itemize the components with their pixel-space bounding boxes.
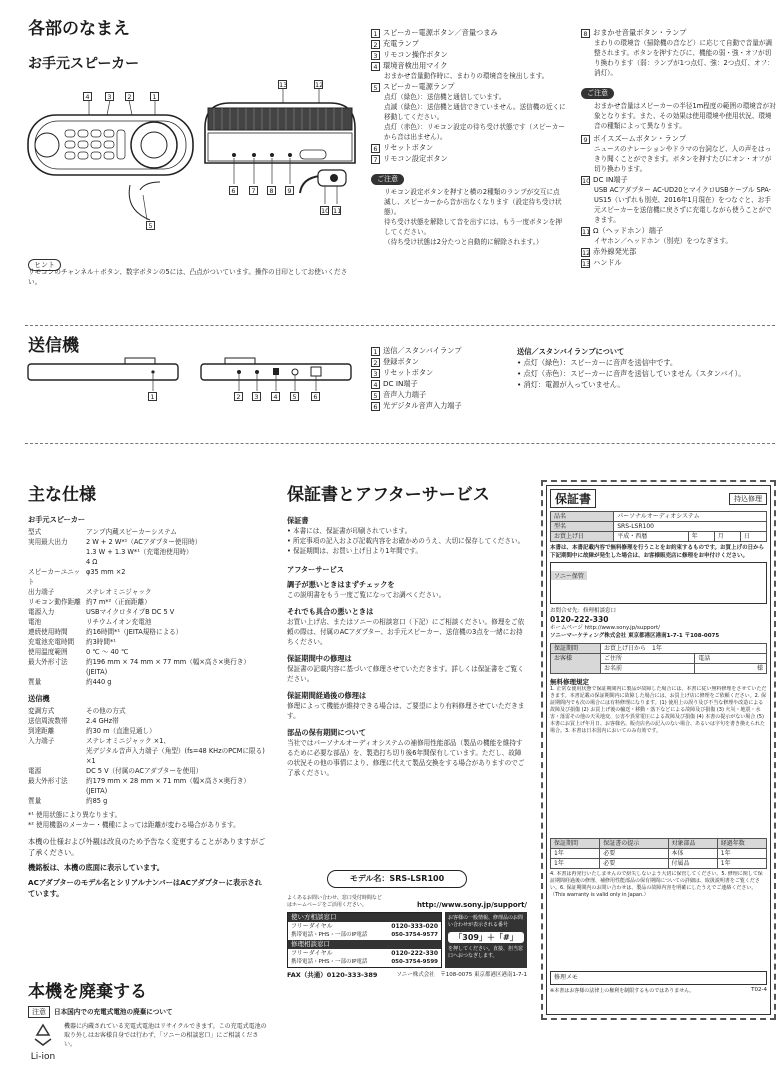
spec-key: 質量: [28, 678, 42, 686]
spec-key: 入力端子: [28, 737, 55, 745]
part-label: DC IN端子: [383, 379, 418, 388]
warranty-card-border: [541, 480, 776, 1020]
part-label: リモコン操作ボタン: [383, 50, 448, 59]
terms-table-cell: 必要: [600, 849, 668, 859]
section-title-parts: 各部のなまえ: [28, 19, 130, 39]
period-label: 保証期間: [551, 644, 601, 654]
part-label: 充電ランプ: [383, 39, 419, 48]
speaker-top-svg: [25, 90, 200, 235]
spec-row: [28, 776, 268, 796]
a2: お買い上げ店、またはソニーの相談窓口（下記）にご相談ください。修理をご依頼の際は、付属のACアダプター、お手元スピーカー、送信機の3点を一緒にお持ちください。: [287, 618, 525, 646]
card-contact-num: 0120-222-330: [550, 615, 609, 624]
part-label: リモコン設定ボタン: [383, 154, 448, 163]
callout-2: 2: [125, 92, 134, 101]
repair-memo: 修理メモ: [550, 971, 767, 985]
note-text-2: おまかせ音量はスピーカーの半径1m程度の範囲の環境音が対象となります。また、その効果は使用環境や使用状況、環境音の種類によって異なります。: [594, 102, 776, 130]
transmitter-illustration: [25, 355, 370, 405]
part-number: 7: [371, 155, 380, 164]
specs-speaker-title: お手元スピーカー: [28, 515, 86, 524]
spec-row: [28, 677, 268, 687]
part-label: スピーカー電源ランプ: [383, 82, 455, 91]
spec-row: [28, 607, 268, 617]
part-number: 9: [581, 135, 590, 144]
transmitter-parts: [371, 345, 511, 411]
spec-value: 約179 mm × 28 mm × 71 mm（幅×高さ×奥行き）(JEITA): [86, 777, 251, 795]
c1-free-row: フリーダイヤル 0120-333-020: [291, 923, 438, 930]
sony-box: [550, 562, 767, 604]
part-label: 環境音検出用マイク: [383, 61, 448, 70]
spec-row: [28, 597, 268, 607]
spec-row: [28, 796, 268, 806]
product-table: [550, 511, 767, 542]
callout-13: 13: [279, 81, 288, 89]
name-label[interactable]: お名前: [601, 664, 695, 674]
callout-1: 1: [150, 92, 159, 101]
model-value: SRS-LSR100: [614, 522, 767, 532]
terms-table: [550, 838, 767, 869]
callout-6: 6: [229, 186, 238, 195]
speaker-subtitle: お手元スピーカー: [28, 56, 140, 72]
part-label: 登録ボタン: [383, 357, 419, 366]
q5: 部品の保有期間について: [287, 728, 366, 737]
spec-row: [28, 716, 268, 726]
specs-block: [28, 514, 268, 903]
spec-row: [28, 587, 268, 597]
callout-8: 8: [267, 186, 276, 195]
spec-row: [28, 647, 268, 657]
spec-key: 電源入力: [28, 608, 55, 616]
part-desc: イヤホン／ヘッドホン（別売）をつなぎます。: [594, 237, 732, 245]
disposal-head: 日本国内での充電式電池の廃棄について: [54, 1008, 173, 1016]
hint-text: リモコンのチャンネル＋ボタン、数字ボタンの5には、凸点がついています。操作の目印としてお使いください。: [28, 268, 348, 286]
transmitter-lamp-info: [517, 346, 777, 390]
spec-row: [28, 567, 268, 587]
part-item: [371, 27, 566, 38]
terms-text: 1. 正常な使用状態で保証期間内に製品が故障した場合には、本書に従い無料修理をさせていただきます。本書記載の保証期間内に故障した場合には、お買上げ店に修理をご依頼ください。2. 保証期間内でも次の場合には有料修理になります。(1) 使用上の誤り及び不当な修理や改造による故障及び損傷 (2) お買上げ後の輸送・移動・落下などによる故障及び損傷 (3) 火災・地震・水害・落雷その他の天災地変、公害や異常電圧による故障及び損傷 (4) 本書の提示がない場合 (5) 本書にお買上げ年月日、お客様名、販売店名の記入のない場合、あるいは字句を書き換えられた場合。3. 本書は日本国内においてのみ有効です。: [550, 686, 767, 734]
url-note: よくあるお問い合わせ、窓口受付時間などはホームページをご活用ください。: [287, 895, 382, 908]
card-contact-label: お問合せ先：修理相談窓口: [550, 608, 617, 614]
part-label: ハンドル: [593, 258, 622, 267]
card-stamp: 持込修理: [729, 493, 767, 505]
part-label: Ω（ヘッドホン）端子: [593, 226, 664, 235]
contact-block: [287, 895, 527, 979]
part-desc: USB ACアダプター AC-UD20とマイクロUSBケーブル SPA-US15（いずれも別売、2016年1月現在）をつなぐと、お手元スピーカーを送信機に戻さずに充電しながら使うことができます。: [594, 186, 772, 224]
callout-5: 5: [146, 221, 155, 230]
a5: 当社ではパーソナルオーディオシステムの補修用性能部品（製品の機能を維持するために必要な部品）を、製造打ち切り後6年間保有しています。ただし、故障の状況その他の事情により、修理に代えて製品交換をする場合がありますのでご了承ください。: [287, 739, 525, 777]
part-item: [581, 246, 776, 257]
spec-key: 最大外形寸法: [28, 777, 68, 785]
spec-value: リチウムイオン充電池: [86, 618, 152, 626]
tx-callout-1: 1: [148, 392, 157, 401]
part-item: [371, 153, 566, 164]
divider-2: [25, 443, 775, 444]
parts-list-2: [581, 27, 776, 268]
spec-key: 実用最大出力: [28, 538, 68, 546]
part-desc: ニュースのナレーションやドラマの台詞など、人の声をはっきり聞くことができます。ボタンを押すたびにオン・オフが切り換わります。: [594, 145, 772, 173]
terms-table-cell: 対象部品: [668, 839, 717, 849]
c1-mobile-row: 携帯電話・PHS・一部のIP電話 050-3754-9577: [291, 932, 438, 938]
date-era[interactable]: 平成・西暦: [614, 532, 688, 542]
spec-key: 連続使用時間: [28, 628, 68, 636]
part-label: 光デジタル音声入力端子: [383, 401, 462, 410]
a1: この説明書をもう一度ご覧になってお調べください。: [287, 591, 446, 599]
spec-row: [28, 706, 268, 716]
part-number: 4: [371, 380, 380, 389]
lamp-item: • 消灯：電源が入っていません。: [517, 380, 625, 389]
spec-value: 約30 m（直進見通し）: [86, 727, 156, 735]
address-label[interactable]: ご住所: [601, 654, 695, 664]
part-item: [581, 257, 776, 268]
note-tag-1: ご注意: [371, 174, 404, 185]
part-item: [581, 133, 776, 144]
part-item: [371, 389, 511, 400]
q4: 保証期間経過後の修理は: [287, 691, 367, 700]
sony-box-label: ソニー保管: [551, 571, 587, 580]
spec-value: USBマイクロタイプB DC 5 V: [86, 608, 175, 616]
fax: FAX（共通）0120-333-389: [287, 971, 378, 979]
spec-key: 充電池充電時間: [28, 638, 75, 646]
liion-label: Li-ion: [30, 1052, 56, 1062]
spec-row: [28, 736, 268, 766]
part-item: [371, 142, 566, 153]
disposal-title: 本機を廃棄する: [28, 982, 147, 1002]
spec-value: その他の方式: [86, 707, 126, 715]
spec-value: ステレオミニジャック: [86, 588, 152, 596]
part-number: 1: [371, 29, 380, 38]
parts-list-1: [371, 27, 566, 247]
part-label: 送信／スタンバイランプ: [383, 346, 462, 355]
customer-label: お客様: [551, 654, 601, 674]
a4: 修理によって機能が維持できる場合は、ご要望により有料修理させていただきます。: [287, 702, 525, 720]
terms-table-cell: 本体: [668, 849, 717, 859]
after-service-title: アフターサービス: [287, 565, 344, 574]
terms-table-cell: 必要: [600, 859, 668, 869]
terms-table-cell: 1年: [717, 849, 766, 859]
spec-row: [28, 657, 268, 677]
c1-title: 使い方相談窓口: [288, 913, 441, 922]
spec-row: [28, 527, 268, 537]
part-number: 8: [581, 29, 590, 38]
spec-row: [28, 766, 268, 776]
part-desc: まわりの環境音（掃除機の音など）に応じて自動で音量が調整されます。ボタンを押すたびに、機能の弱・強・オフが切り換わります（弱：ランプが1つ点灯、強：2つ点灯、オフ：消灯）。: [594, 39, 774, 77]
speaker-top-illustration: [25, 90, 200, 235]
spec-note: 本機の仕様および外観は改良のため予告なく変更することがありますがご了承ください。: [28, 837, 266, 857]
card-intro: 本書は、本書記載内容で無料修理を行うことをお約束するものです。お買上げの日から下記期間中に故障が発生した場合は、お客様販売店に修理をお申付けください。: [550, 545, 765, 559]
part-item: [371, 378, 511, 389]
side-note: お客様の一般情報、修理品のお問い合わせが表示される番号: [448, 915, 524, 928]
part-item: [371, 81, 566, 92]
disposal-block: [28, 1006, 268, 1062]
part-number: 6: [371, 402, 380, 411]
part-number: 6: [371, 144, 380, 153]
date-day[interactable]: 日: [740, 532, 766, 542]
part-item: [371, 60, 566, 71]
spec-row: [28, 637, 268, 647]
q2: それでも具合の悪いときは: [287, 607, 374, 616]
part-number: 5: [371, 83, 380, 92]
spec-key: 送信周波数帯: [28, 717, 68, 725]
speaker-side-illustration: [200, 78, 360, 223]
disposal-tag: 注意: [28, 1006, 50, 1018]
terms-table-cell: 1年: [717, 859, 766, 869]
terms-text-2: 4. 本書は再発行いたしませんので紛失しないよう大切に保管してください。5. 修理に関して保証期間経過後の修理、補修用性能部品の保有期間についての詳細は、取扱説明書をご覧ください。6. 保証期間内のお問い合わせは、製品の故障内容を明確にしたうえでご連絡ください。（This warranty is valid only in Japan.）: [550, 871, 763, 898]
part-item: [371, 356, 511, 367]
c1-free-number: 0120-333-020: [391, 923, 438, 930]
part-label: リセットボタン: [383, 143, 434, 152]
part-item: [371, 367, 511, 378]
spec-note: 機銘板は、本機の底面に表示しています。: [28, 863, 164, 872]
tx-callout-5: 5: [290, 392, 299, 401]
q3: 保証期間中の修理は: [287, 654, 352, 663]
terms-title: 無料修理規定: [550, 678, 589, 686]
warranty-item: • 本書には、保証書が印刷されています。: [287, 527, 412, 535]
part-number: 12: [582, 248, 591, 257]
terms-table-row: [551, 859, 767, 869]
lamp-item: • 点灯（赤色）：スピーカーに音声を送信していません（スタンバイ）。: [517, 369, 746, 378]
hint-label: ヒント: [28, 252, 61, 271]
tx-callout-6: 6: [311, 392, 320, 401]
c2-title: 修理相談窓口: [288, 940, 441, 949]
c2-mobile-number: 050-3754-9599: [391, 959, 438, 965]
direct-dial-box: [445, 912, 527, 968]
warranty-item: • 所定事項の記入および記載内容をお確かめのうえ、大切に保存してください。: [287, 537, 525, 545]
note-tag-2: ご注意: [581, 88, 614, 99]
spec-row: [28, 537, 268, 567]
callout-9: 9: [285, 186, 294, 195]
spec-value: ステレオミニジャック ×1、 光デジタル音声入力端子（角型）(fs=48 KHzのPCMに限る) ×1: [86, 737, 265, 765]
spec-note: ACアダプターのモデル名とシリアルナンバーはACアダプターに表示されています。: [28, 878, 262, 898]
card-footer: ※本書はお客様の法律上の権利を制限するものではありません。: [550, 988, 695, 994]
period-table: [550, 643, 767, 674]
tx-callout-4: 4: [271, 392, 280, 401]
spec-value: 約7 m*²（正面距離）: [86, 598, 151, 606]
part-label: スピーカー電源ボタン／音量つまみ: [383, 28, 498, 37]
spec-key: 最大外形寸法: [28, 658, 68, 666]
callout-3: 3: [105, 92, 114, 101]
part-label: おまかせ音量ボタン・ランプ: [593, 28, 687, 37]
spec-key: 到達距離: [28, 727, 55, 735]
disposal-text: 機器に内蔵されている充電式電池はリサイクルできます。この充電式電池の取り外しはお客様自身では行わず、「ソニーの相談窓口」にご相談ください。: [64, 1023, 267, 1048]
spec-value: φ35 mm ×2: [86, 568, 126, 576]
date-label: お買上げ日: [551, 532, 614, 542]
spec-value: 約196 mm × 74 mm × 77 mm（幅×高さ×奥行き）(JEITA): [86, 658, 251, 676]
spec-value: 2.4 GHz帯: [86, 717, 119, 725]
part-number: 2: [371, 40, 380, 49]
speaker-side-svg: [200, 78, 360, 223]
spec-key: 変調方式: [28, 707, 55, 715]
warranty-s1-title: 保証書: [287, 516, 309, 525]
part-item: [371, 400, 511, 411]
c1-mobile-number: 050-3754-9577: [391, 932, 438, 938]
c2-free-row: フリーダイヤル 0120-222-330: [291, 950, 438, 957]
part-number: 3: [371, 51, 380, 60]
spec-key: 出力端子: [28, 588, 55, 596]
warranty-item: • 保証期間は、お買い上げ日より1年間です。: [287, 547, 422, 555]
date-month[interactable]: 月: [714, 532, 740, 542]
terms-table-cell: 付属品: [668, 859, 717, 869]
spec-value: 約85 g: [86, 797, 108, 805]
company: ソニー株式会社 〒108-0075 東京都港区港南1-7-1: [396, 972, 527, 978]
terms-table-cell: 1年: [551, 849, 600, 859]
spec-value: 約3時間*¹: [86, 638, 116, 646]
spec-value: 2 W + 2 W*¹（ACアダプター使用時） 1.3 W + 1.3 W*¹（充電池使用時） 4 Ω: [86, 538, 202, 566]
warranty-card: [546, 485, 771, 1015]
callout-4: 4: [83, 92, 92, 101]
part-item: [581, 27, 776, 38]
spec-key: 電池: [28, 618, 42, 626]
model-label-cell: 型名: [551, 522, 614, 532]
part-item: [581, 225, 776, 236]
warranty-title: 保証書とアフターサービス: [287, 485, 490, 505]
part-item: [581, 174, 776, 185]
spec-key: スピーカーユニット: [28, 568, 81, 586]
footnote: *¹ 使用状態により異なります。: [28, 811, 122, 819]
terms-table-cell: 保証書の提示: [600, 839, 668, 849]
callout-12: 12: [315, 81, 324, 89]
spec-key: リモコン動作距離: [28, 598, 81, 606]
spec-value: DC 5 V（付属のACアダプターを使用）: [86, 767, 203, 775]
q1: 調子が悪いときはまずチェックを: [287, 580, 395, 589]
card-title: 保証書: [550, 489, 596, 508]
callout-10: 10: [321, 207, 330, 215]
part-number: 3: [371, 369, 380, 378]
part-label: リセットボタン: [383, 368, 434, 377]
c2-free-number: 0120-222-330: [391, 950, 438, 957]
transmitter-title: 送信機: [28, 336, 79, 356]
sama: 様: [695, 664, 767, 674]
spec-key: 電源: [28, 767, 42, 775]
card-homepage[interactable]: ホームページ http://www.sony.jp/support/: [550, 625, 661, 631]
terms-table-cell: 経過年数: [717, 839, 766, 849]
card-code: T02-4: [751, 987, 767, 993]
spec-value: 約16時間*¹（JEITA規格による）: [86, 628, 183, 636]
part-label: 音声入力端子: [383, 390, 427, 399]
part-label: ボイスズームボタン・ランプ: [593, 134, 687, 143]
spec-row: [28, 617, 268, 627]
part-label: 赤外線発光部: [593, 247, 637, 256]
side-key: 「309」＋「#」: [448, 932, 524, 943]
period-value: お買上げ日から 1年: [601, 644, 767, 654]
footnote: *² 使用機器のメーカー・機種によっては距離が変わる場合があります。: [28, 821, 240, 829]
part-number: 11: [582, 227, 591, 236]
tx-callout-2: 2: [234, 392, 243, 401]
specs-title: 主な仕様: [28, 485, 96, 505]
product-value: パーソナルオーディオシステム: [614, 512, 767, 522]
part-number: 2: [371, 358, 380, 367]
recycle-icon: [30, 1022, 56, 1048]
part-desc: 点灯（緑色）：送信機と通信しています。 点滅（緑色）：送信機と通信できていません。送信機の近くに移動してください。 点灯（赤色）：リモコン設定の待ち受け状態です（スピーカーから音は出ません）。: [384, 93, 566, 141]
spec-row: [28, 726, 268, 736]
callout-7: 7: [249, 186, 258, 195]
date-year[interactable]: 年: [688, 532, 714, 542]
model-label: モデル名：SRS-LSR100: [327, 870, 467, 888]
warranty-text-block: [287, 515, 527, 778]
note-text-1: リモコン設定ボタンを押すと横の2種類のランプが交互に点滅し、スピーカーから音が出なくなります（設定待ち受け状態）。 待ち受け状態を解除して音を出すには、もう一度ボタンを押してください。 （待ち受け状態は2分たつと自動的に解除されます。）: [384, 188, 563, 246]
part-item: [371, 38, 566, 49]
part-number: 10: [582, 176, 591, 185]
part-number: 4: [371, 62, 380, 71]
spec-value: アンプ内蔵スピーカーシステム: [86, 528, 177, 536]
part-item: [371, 49, 566, 60]
spec-key: 使用温度範囲: [28, 648, 68, 656]
part-number: 1: [371, 347, 380, 356]
product-label: 品名: [551, 512, 614, 522]
tx-callout-3: 3: [252, 392, 261, 401]
terms-table-cell: 保証期間: [551, 839, 600, 849]
spec-row: [28, 627, 268, 637]
specs-tx-title: 送信機: [28, 694, 50, 703]
contact-boxes: [287, 912, 442, 968]
callout-11: 11: [333, 207, 342, 215]
support-url[interactable]: http://www.sony.jp/support/: [416, 901, 527, 909]
lamp-title: 送信／スタンバイランプについて: [517, 347, 625, 356]
a3: 保証書の記載内容に基づいて修理させていただきます。詳しくは保証書をご覧ください。: [287, 665, 524, 683]
c2-mobile-row: 携帯電話・PHS・一部のIP電話 050-3754-9599: [291, 959, 438, 965]
part-number: 5: [371, 391, 380, 400]
spec-value: 約440 g: [86, 678, 112, 686]
terms-table-row: [551, 839, 767, 849]
part-desc: おまかせ音量動作時に、まわりの環境音を検出します。: [384, 72, 549, 80]
lamp-item: • 点灯（緑色）：スピーカーに音声を送信中です。: [517, 358, 678, 367]
part-number: 13: [582, 259, 591, 268]
part-item: [371, 345, 511, 356]
divider-1: [25, 325, 775, 326]
terms-table-row: [551, 849, 767, 859]
spec-key: 型式: [28, 528, 42, 536]
terms-table-cell: 1年: [551, 859, 600, 869]
card-maker: ソニーマーケティング株式会社 東京都港区港南1-7-1 〒108-0075: [550, 633, 720, 639]
phone-label[interactable]: 電話: [695, 654, 767, 664]
part-label: DC IN端子: [593, 175, 628, 184]
spec-key: 質量: [28, 797, 42, 805]
spec-value: 0 ℃ ～ 40 ℃: [86, 648, 129, 656]
side-note2: を押してください。直接、担当窓口へおつなぎします。: [448, 946, 524, 959]
